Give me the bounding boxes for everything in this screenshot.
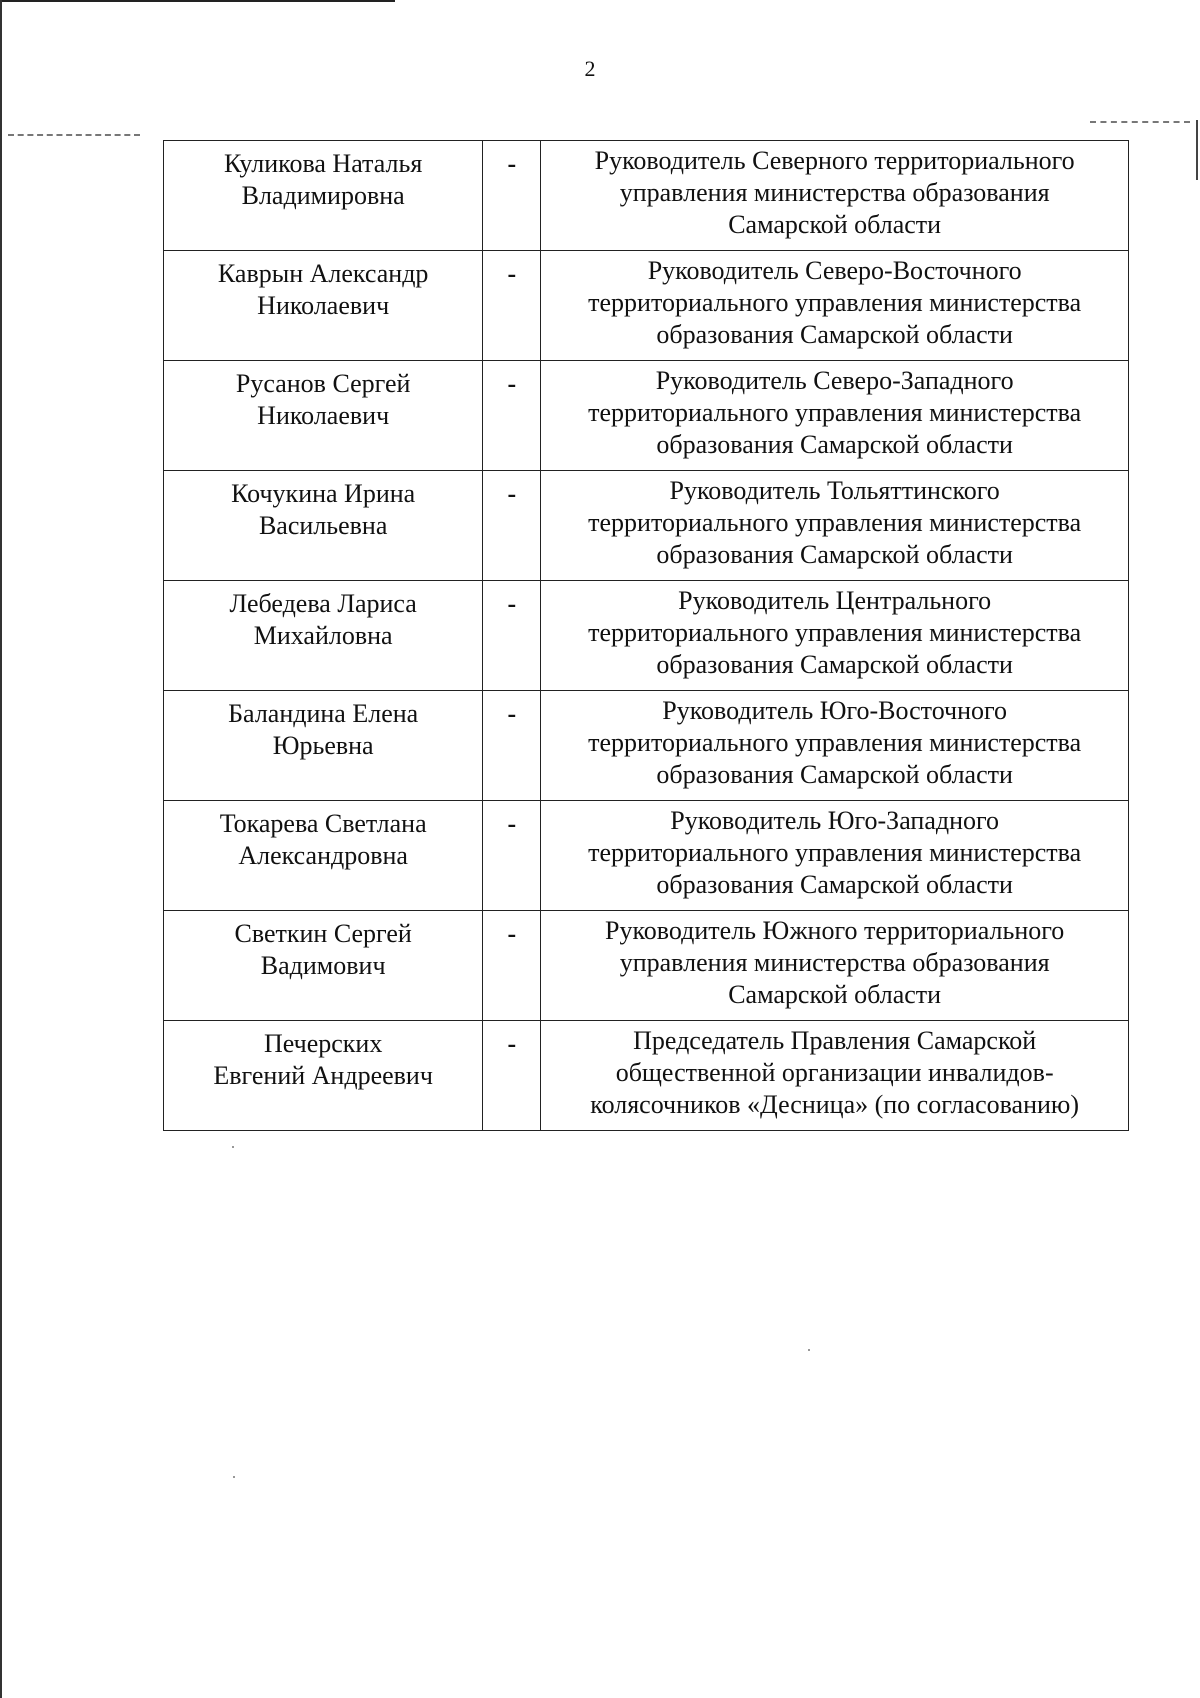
member-role-cell	[541, 471, 1129, 581]
member-role-line: территориального управления министерства	[588, 508, 1082, 537]
member-role-line: образования Самарской области	[656, 650, 1013, 679]
member-name-line: Николаевич	[257, 401, 390, 430]
member-role	[541, 581, 1128, 681]
member-name-line: Русанов Сергей	[235, 369, 411, 398]
member-role-line: колясочников «Десница» (по согласованию)	[590, 1090, 1079, 1119]
member-name-line: Николаевич	[257, 291, 390, 320]
dash-cell	[483, 801, 541, 911]
member-name	[164, 251, 482, 322]
member-role-cell	[541, 911, 1129, 1021]
member-name	[164, 801, 482, 872]
dash-separator: -	[507, 919, 517, 948]
member-role-line: территориального управления министерства	[588, 288, 1082, 317]
member-name-line: Лебедева Лариса	[229, 589, 417, 618]
members-table-body	[164, 141, 1129, 1131]
member-role-line: общественной организации инвалидов-	[615, 1058, 1054, 1087]
scan-speck	[808, 1349, 810, 1351]
member-name-cell	[164, 141, 483, 251]
member-role-line: Руководитель Центрального	[678, 586, 992, 615]
member-role	[541, 361, 1128, 461]
member-name-cell	[164, 251, 483, 361]
member-role-line: территориального управления министерства	[588, 838, 1082, 867]
dash-separator: -	[507, 589, 517, 618]
dash-cell	[483, 251, 541, 361]
member-role	[541, 251, 1128, 351]
member-role-line: Руководитель Южного территориального	[605, 916, 1065, 945]
dash-cell	[483, 141, 541, 251]
member-role-line: территориального управления министерства	[588, 398, 1082, 427]
member-role-cell	[541, 1021, 1129, 1131]
dash-separator: -	[507, 369, 517, 398]
member-role-line: образования Самарской области	[656, 430, 1013, 459]
member-role-line: образования Самарской области	[656, 870, 1013, 899]
scan-artifact-left-edge	[0, 0, 2, 1698]
member-name-line: Александровна	[238, 841, 408, 870]
member-role-line: Самарской области	[728, 210, 942, 239]
table-row	[164, 801, 1129, 911]
member-role-line: Руководитель Северо-Восточного	[647, 256, 1022, 285]
scan-artifact-right-mark	[1196, 120, 1198, 180]
table-row	[164, 911, 1129, 1021]
page-number: 2	[584, 56, 596, 81]
member-name-line: Куликова Наталья	[224, 149, 423, 178]
scan-artifact-top-line	[0, 0, 395, 2]
member-name-line: Светкин Сергей	[234, 919, 412, 948]
member-name-line: Каврын Александр	[217, 259, 429, 288]
member-name-cell	[164, 801, 483, 911]
table-row	[164, 581, 1129, 691]
member-role-line: Руководитель Юго-Восточного	[662, 696, 1008, 725]
dash-separator: -	[507, 699, 517, 728]
member-name-line: Баландина Елена	[228, 699, 419, 728]
table-row	[164, 691, 1129, 801]
member-role-line: Самарской области	[728, 980, 942, 1009]
member-name-cell	[164, 471, 483, 581]
member-role	[541, 141, 1128, 241]
member-role-line: Председатель Правления Самарской	[633, 1026, 1037, 1055]
member-role-line: территориального управления министерства	[588, 618, 1082, 647]
member-role-line: Руководитель Северо-Западного	[655, 366, 1014, 395]
member-role-cell	[541, 691, 1129, 801]
table-row	[164, 471, 1129, 581]
member-role	[541, 691, 1128, 791]
member-name	[164, 691, 482, 762]
member-name	[164, 1021, 482, 1092]
member-role-line: Руководитель Северного территориального	[594, 146, 1075, 175]
member-role-line: территориального управления министерства	[588, 728, 1082, 757]
member-role-cell	[541, 251, 1129, 361]
member-role	[541, 471, 1128, 571]
member-name-line: Вадимович	[260, 951, 386, 980]
member-name	[164, 471, 482, 542]
dash-cell	[483, 1021, 541, 1131]
member-name-line: Кочукина Ирина	[231, 479, 416, 508]
member-name-cell	[164, 361, 483, 471]
scan-speck	[232, 1146, 234, 1148]
member-name	[164, 581, 482, 652]
table-row	[164, 141, 1129, 251]
scan-artifact-dashed-line-left	[8, 134, 140, 136]
table-row	[164, 361, 1129, 471]
dash-separator: -	[507, 809, 517, 838]
dash-cell	[483, 471, 541, 581]
dash-separator: -	[507, 479, 517, 508]
member-name-line: Михайловна	[253, 621, 393, 650]
member-name-line: Владимировна	[241, 181, 405, 210]
member-name-line: Васильевна	[258, 511, 388, 540]
dash-separator: -	[507, 149, 517, 178]
table-row	[164, 1021, 1129, 1131]
members-table	[163, 140, 1129, 1131]
scan-speck	[233, 1476, 235, 1478]
dash-cell	[483, 581, 541, 691]
dash-separator: -	[507, 259, 517, 288]
member-name	[164, 911, 482, 982]
member-name-line: Юрьевна	[272, 731, 374, 760]
member-role-line: Руководитель Юго-Западного	[670, 806, 1000, 835]
member-role-line: образования Самарской области	[656, 760, 1013, 789]
member-role	[541, 1021, 1128, 1121]
member-role	[541, 911, 1128, 1011]
member-name-line: Токарева Светлана	[219, 809, 427, 838]
scan-artifact-dashed-line-right	[1090, 121, 1190, 123]
member-name-cell	[164, 691, 483, 801]
member-name	[164, 141, 482, 212]
member-role-cell	[541, 141, 1129, 251]
member-name-cell	[164, 581, 483, 691]
member-name-cell	[164, 1021, 483, 1131]
member-role-line: образования Самарской области	[656, 540, 1013, 569]
dash-cell	[483, 911, 541, 1021]
member-role-line: управления министерства образования	[619, 178, 1050, 207]
dash-cell	[483, 361, 541, 471]
member-role-line: Руководитель Тольяттинского	[669, 476, 1000, 505]
member-name-cell	[164, 911, 483, 1021]
member-name-line: Евгений Андреевич	[213, 1061, 433, 1090]
dash-cell	[483, 691, 541, 801]
member-role	[541, 801, 1128, 901]
member-role-line: управления министерства образования	[619, 948, 1050, 977]
member-role-cell	[541, 801, 1129, 911]
member-name	[164, 361, 482, 432]
member-role-cell	[541, 361, 1129, 471]
table-row	[164, 251, 1129, 361]
member-role-line: образования Самарской области	[656, 320, 1013, 349]
member-name-line: Печерских	[263, 1029, 383, 1058]
member-role-cell	[541, 581, 1129, 691]
dash-separator: -	[507, 1029, 517, 1058]
